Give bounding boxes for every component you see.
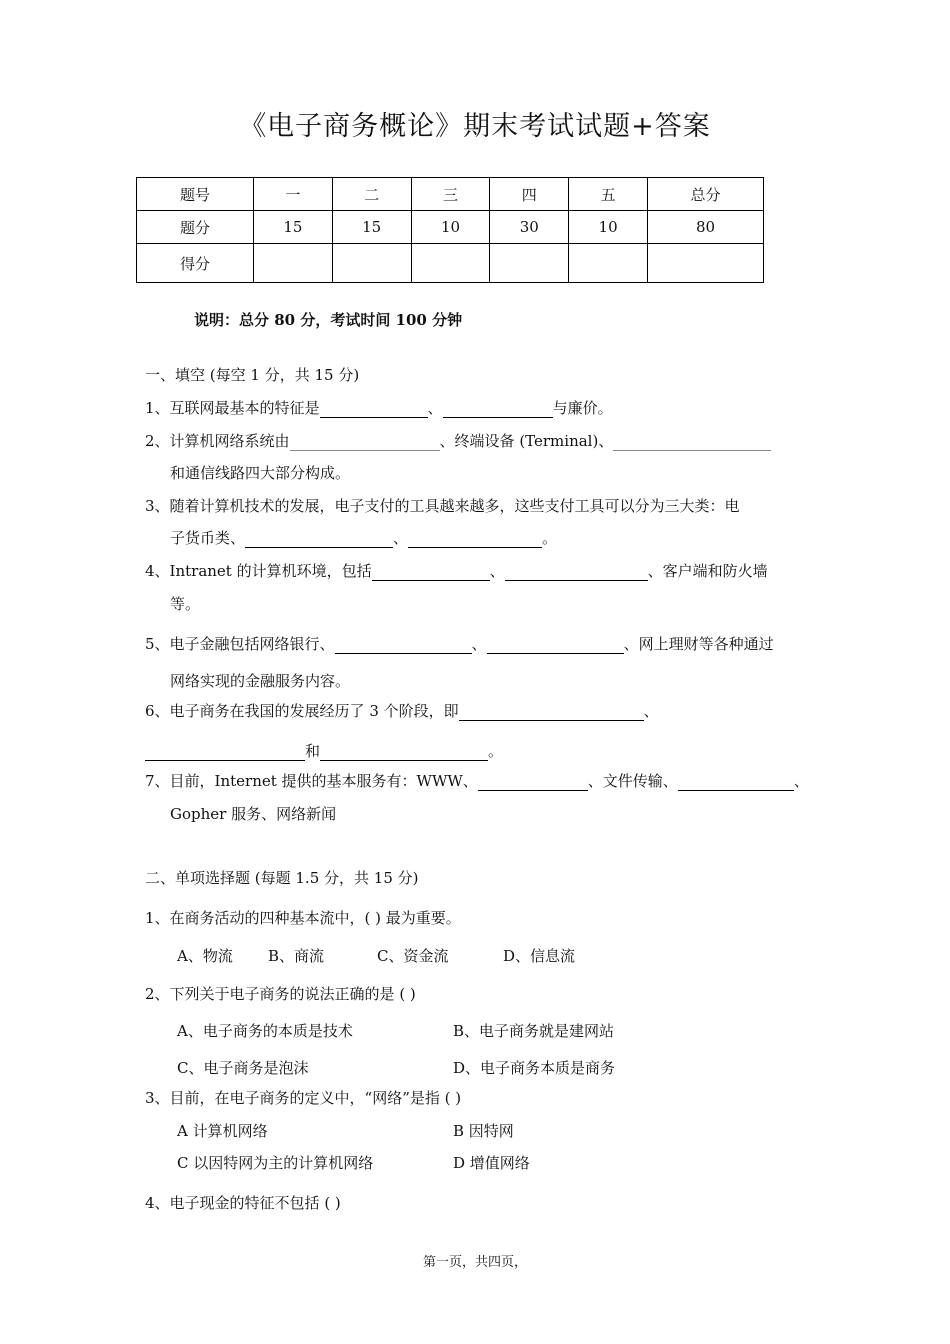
answer-blank[interactable]	[487, 636, 624, 654]
page-footer: 第一页，共四页，	[422, 1255, 527, 1270]
answer-blank[interactable]	[320, 400, 428, 418]
question-text: 、	[643, 702, 659, 720]
option-c[interactable]: C 以因特网为主的计算机网络	[177, 1154, 374, 1172]
table-cell: 10	[411, 211, 490, 244]
score-input-cell[interactable]	[332, 244, 411, 283]
question-1-2-cont: 和通信线路四大部分构成。	[170, 464, 351, 482]
question-text: 。	[542, 529, 558, 547]
answer-blank[interactable]	[505, 563, 648, 581]
question-2-4: 4、电子现金的特征不包括 ( )	[145, 1194, 341, 1212]
question-1-6	[145, 700, 659, 721]
answer-blank[interactable]	[320, 743, 488, 761]
table-cell: 五	[569, 178, 648, 211]
option-d[interactable]: D、信息流	[503, 947, 576, 965]
question-1-7-cont: Gopher 服务、网络新闻	[170, 805, 337, 823]
score-input-cell[interactable]	[569, 244, 648, 283]
answer-blank[interactable]	[335, 636, 472, 654]
score-table	[136, 177, 764, 283]
question-text: 2、计算机网络系统由	[145, 432, 290, 450]
table-cell: 80	[648, 211, 764, 244]
question-1-6-cont	[145, 740, 503, 761]
question-text: 、	[393, 529, 409, 547]
option-d[interactable]: D、电子商务本质是商务	[453, 1059, 616, 1077]
question-text: 、	[471, 635, 487, 653]
question-1-5-cont: 网络实现的金融服务内容。	[170, 672, 351, 690]
question-text: 1、互联网最基本的特征是	[145, 399, 320, 417]
question-text: 子货币类、	[170, 529, 246, 547]
question-text: 和	[305, 742, 321, 760]
page-title: 《电子商务概论》期末考试试题+答案	[239, 111, 711, 142]
question-1-4-cont: 等。	[170, 595, 201, 613]
question-text: 。	[488, 742, 504, 760]
table-cell: 30	[490, 211, 569, 244]
answer-blank[interactable]	[290, 433, 440, 451]
question-text: 与廉价。	[552, 399, 613, 417]
option-b[interactable]: B 因特网	[453, 1122, 514, 1140]
answer-blank[interactable]	[372, 563, 490, 581]
question-1-1	[145, 397, 613, 418]
question-1-5	[145, 633, 774, 654]
table-row	[137, 244, 764, 283]
option-c[interactable]: C、资金流	[377, 947, 449, 965]
answer-blank[interactable]	[245, 530, 393, 548]
score-input-cell[interactable]	[254, 244, 333, 283]
section2-heading: 二、单项选择题 (每题 1.5 分，共 15 分)	[145, 869, 419, 887]
table-cell: 15	[254, 211, 333, 244]
answer-blank[interactable]	[613, 433, 771, 451]
answer-blank[interactable]	[408, 530, 542, 548]
question-2-1: 1、在商务活动的四种基本流中，( ) 最为重要。	[145, 909, 461, 927]
question-text: 、网上理财等各种通过	[623, 635, 774, 653]
table-cell: 15	[332, 211, 411, 244]
question-text: 5、电子金融包括网络银行、	[145, 635, 335, 653]
answer-blank[interactable]	[478, 773, 588, 791]
question-text: 、客户端和防火墙	[647, 562, 768, 580]
section1-heading: 一、填空 (每空 1 分，共 15 分)	[145, 366, 360, 384]
score-input-cell[interactable]	[411, 244, 490, 283]
table-cell: 题分	[137, 211, 254, 244]
table-row	[137, 211, 764, 244]
table-cell: 10	[569, 211, 648, 244]
question-1-4	[145, 560, 768, 581]
score-input-cell[interactable]	[490, 244, 569, 283]
option-d[interactable]: D 增值网络	[453, 1154, 530, 1172]
question-1-2	[145, 430, 771, 451]
question-2-2: 2、下列关于电子商务的说法正确的是 ( )	[145, 985, 416, 1003]
answer-blank[interactable]	[459, 703, 644, 721]
question-text: 7、目前，Internet 提供的基本服务有：WWW、	[145, 772, 478, 790]
question-text: 4、Intranet 的计算机环境，包括	[145, 562, 372, 580]
question-text: 、	[793, 772, 809, 790]
question-text: 、	[427, 399, 443, 417]
question-1-3: 3、随着计算机技术的发展，电子支付的工具越来越多，这些支付工具可以分为三大类：电	[145, 497, 740, 515]
question-text: 、终端设备 (Terminal)、	[439, 432, 614, 450]
answer-blank[interactable]	[145, 743, 305, 761]
option-a[interactable]: A、物流	[177, 947, 233, 965]
option-a[interactable]: A、电子商务的本质是技术	[177, 1022, 353, 1040]
question-2-3: 3、目前，在电子商务的定义中，“网络”是指 ( )	[145, 1089, 462, 1107]
question-text: 、文件传输、	[587, 772, 678, 790]
table-cell: 得分	[137, 244, 254, 283]
answer-blank[interactable]	[443, 400, 553, 418]
question-1-3-cont	[170, 527, 557, 548]
table-cell: 一	[254, 178, 333, 211]
question-text: 6、电子商务在我国的发展经历了 3 个阶段，即	[145, 702, 459, 720]
option-c[interactable]: C、电子商务是泡沫	[177, 1059, 309, 1077]
table-cell: 总分	[648, 178, 764, 211]
option-a[interactable]: A 计算机网络	[177, 1122, 268, 1140]
table-cell: 题号	[137, 178, 254, 211]
question-text: 、	[489, 562, 505, 580]
table-row	[137, 178, 764, 211]
option-b[interactable]: B、商流	[268, 947, 325, 965]
table-cell: 三	[411, 178, 490, 211]
question-1-7	[145, 770, 809, 791]
score-input-cell[interactable]	[648, 244, 764, 283]
table-cell: 二	[332, 178, 411, 211]
answer-blank[interactable]	[678, 773, 794, 791]
table-cell: 四	[490, 178, 569, 211]
exam-note: 说明：总分 80 分，考试时间 100 分钟	[194, 311, 463, 329]
option-b[interactable]: B、电子商务就是建网站	[453, 1022, 615, 1040]
